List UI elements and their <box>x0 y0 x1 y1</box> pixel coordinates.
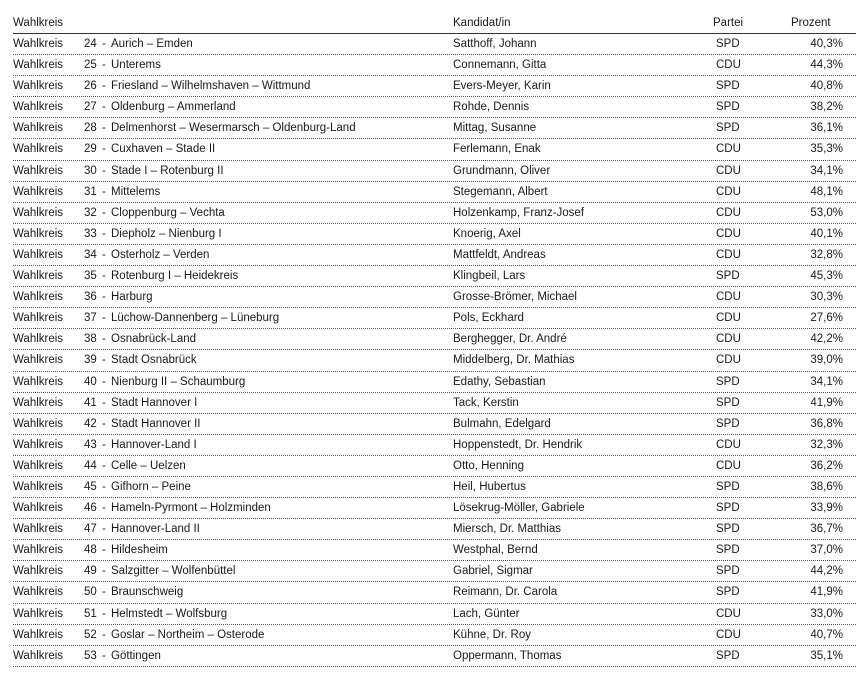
wahlkreis-number: 29 <box>84 143 97 156</box>
wahlkreis-name: Hildesheim <box>111 544 168 557</box>
wahlkreis-number: 43 <box>84 438 97 451</box>
wahlkreis-number: 28 <box>84 122 97 135</box>
table-row <box>13 266 856 287</box>
wahlkreis-name: Rotenburg I – Heidekreis <box>111 270 239 283</box>
percentage: 36,7% <box>810 523 843 536</box>
wahlkreis-name: Friesland – Wilhelmshaven – Wittmund <box>111 80 311 93</box>
percentage: 45,3% <box>810 270 843 283</box>
separator-dash: - <box>102 586 106 599</box>
row-label: Wahlkreis <box>13 122 64 135</box>
header-kandidat: Kandidat/in <box>453 17 511 29</box>
row-label: Wahlkreis <box>13 396 64 409</box>
table-row <box>13 118 856 139</box>
header-partei: Partei <box>713 17 744 29</box>
percentage: 39,0% <box>810 354 843 367</box>
table-row <box>13 97 856 118</box>
wahlkreis-name: Stadt Hannover I <box>111 396 198 409</box>
party: CDU <box>716 354 741 367</box>
row-label: Wahlkreis <box>13 333 64 346</box>
row-label: Wahlkreis <box>13 375 64 388</box>
wahlkreis-number: 39 <box>84 354 97 367</box>
party: CDU <box>716 206 741 219</box>
wahlkreis-number: 36 <box>84 291 97 304</box>
candidate-name: Kühne, Dr. Roy <box>453 628 531 641</box>
percentage: 41,9% <box>810 586 843 599</box>
percentage: 40,7% <box>810 628 843 641</box>
wahlkreis-number: 52 <box>84 628 97 641</box>
percentage: 48,1% <box>810 185 843 198</box>
candidate-name: Holzenkamp, Franz-Josef <box>453 206 585 219</box>
wahlkreis-number: 44 <box>84 459 97 472</box>
table-body <box>13 34 856 667</box>
wahlkreis-name: Goslar – Northeim – Osterode <box>111 628 265 641</box>
candidate-name: Otto, Henning <box>453 459 524 472</box>
party: SPD <box>716 544 740 557</box>
wahlkreis-name: Osterholz – Verden <box>111 248 210 261</box>
party: CDU <box>716 227 741 240</box>
row-label: Wahlkreis <box>13 206 64 219</box>
percentage: 42,2% <box>810 333 843 346</box>
separator-dash: - <box>102 38 106 50</box>
table-row <box>13 393 856 414</box>
party: CDU <box>716 164 741 177</box>
header-prozent: Prozent <box>791 17 831 29</box>
percentage: 53,0% <box>810 206 843 219</box>
row-label: Wahlkreis <box>13 649 64 662</box>
wahlkreis-number: 35 <box>84 270 97 283</box>
percentage: 36,8% <box>810 417 843 430</box>
party: CDU <box>716 312 741 325</box>
wahlkreis-number: 24 <box>84 38 97 50</box>
wahlkreis-name: Nienburg II – Schaumburg <box>111 375 246 388</box>
separator-dash: - <box>102 291 106 304</box>
row-label: Wahlkreis <box>13 480 64 493</box>
separator-dash: - <box>102 122 106 135</box>
candidate-name: Mattfeldt, Andreas <box>453 248 546 261</box>
party: CDU <box>716 248 741 261</box>
candidate-name: Lösekrug-Möller, Gabriele <box>453 502 585 515</box>
party: SPD <box>716 80 740 93</box>
candidate-name: Heil, Hubertus <box>453 480 526 493</box>
row-label: Wahlkreis <box>13 565 64 578</box>
table-row <box>13 350 856 371</box>
wahlkreis-name: Stadt Hannover II <box>111 417 201 430</box>
percentage: 27,6% <box>810 312 843 325</box>
candidate-name: Connemann, Gitta <box>453 59 547 72</box>
table-row <box>13 435 856 456</box>
party: CDU <box>716 607 741 620</box>
separator-dash: - <box>102 354 106 367</box>
row-label: Wahlkreis <box>13 291 64 304</box>
table-row <box>13 308 856 329</box>
table-row <box>13 414 856 435</box>
table-row <box>13 625 856 646</box>
wahlkreis-name: Hannover-Land II <box>111 523 200 536</box>
separator-dash: - <box>102 544 106 557</box>
table-row <box>13 456 856 477</box>
wahlkreis-number: 48 <box>84 544 97 557</box>
row-label: Wahlkreis <box>13 59 64 72</box>
row-label: Wahlkreis <box>13 312 64 325</box>
row-label: Wahlkreis <box>13 607 64 620</box>
percentage: 35,3% <box>810 143 843 156</box>
separator-dash: - <box>102 459 106 472</box>
party: SPD <box>716 523 740 536</box>
wahlkreis-name: Osnabrück-Land <box>111 333 197 346</box>
party: CDU <box>716 59 741 72</box>
percentage: 44,2% <box>810 565 843 578</box>
wahlkreis-number: 51 <box>84 607 97 620</box>
party: CDU <box>716 628 741 641</box>
separator-dash: - <box>102 523 106 536</box>
wahlkreis-name: Delmenhorst – Wesermarsch – Oldenburg-Land <box>111 122 356 135</box>
table-row <box>13 540 856 561</box>
wahlkreis-number: 33 <box>84 227 97 240</box>
percentage: 41,9% <box>810 396 843 409</box>
wahlkreis-name: Braunschweig <box>111 586 184 599</box>
table-row <box>13 76 856 97</box>
row-label: Wahlkreis <box>13 354 64 367</box>
party: CDU <box>716 291 741 304</box>
candidate-name: Bulmahn, Edelgard <box>453 417 551 430</box>
row-label: Wahlkreis <box>13 80 64 93</box>
percentage: 36,2% <box>810 459 843 472</box>
wahlkreis-number: 42 <box>84 417 97 430</box>
row-label: Wahlkreis <box>13 523 64 536</box>
candidate-name: Knoerig, Axel <box>453 227 521 240</box>
row-label: Wahlkreis <box>13 502 64 515</box>
separator-dash: - <box>102 164 106 177</box>
wahlkreis-number: 38 <box>84 333 97 346</box>
table-row <box>13 646 856 667</box>
candidate-name: Middelberg, Dr. Mathias <box>453 354 575 367</box>
candidate-name: Pols, Eckhard <box>453 312 524 325</box>
percentage: 40,8% <box>810 80 843 93</box>
candidate-name: Hoppenstedt, Dr. Hendrik <box>453 438 583 451</box>
wahlkreis-number: 46 <box>84 502 97 515</box>
percentage: 40,3% <box>810 38 843 50</box>
party: SPD <box>716 122 740 135</box>
row-label: Wahlkreis <box>13 227 64 240</box>
percentage: 30,3% <box>810 291 843 304</box>
table-row <box>13 203 856 224</box>
separator-dash: - <box>102 417 106 430</box>
separator-dash: - <box>102 80 106 93</box>
wahlkreis-name: Oldenburg – Ammerland <box>111 101 236 114</box>
separator-dash: - <box>102 248 106 261</box>
wahlkreis-name: Aurich – Emden <box>111 38 193 50</box>
separator-dash: - <box>102 480 106 493</box>
table-row <box>13 561 856 582</box>
row-label: Wahlkreis <box>13 544 64 557</box>
candidate-name: Ferlemann, Enak <box>453 143 541 156</box>
table-row <box>13 372 856 393</box>
separator-dash: - <box>102 438 106 451</box>
wahlkreis-name: Cuxhaven – Stade II <box>111 143 216 156</box>
wahlkreis-number: 27 <box>84 101 97 114</box>
wahlkreis-name: Stade I – Rotenburg II <box>111 164 224 177</box>
separator-dash: - <box>102 227 106 240</box>
separator-dash: - <box>102 312 106 325</box>
candidate-name: Reimann, Dr. Carola <box>453 586 558 599</box>
candidate-name: Grundmann, Oliver <box>453 164 551 177</box>
table-row <box>13 224 856 245</box>
wahlkreis-number: 37 <box>84 312 97 325</box>
table-row <box>13 477 856 498</box>
percentage: 34,1% <box>810 164 843 177</box>
table-row <box>13 139 856 160</box>
row-label: Wahlkreis <box>13 270 64 283</box>
party: SPD <box>716 101 740 114</box>
row-label: Wahlkreis <box>13 164 64 177</box>
percentage: 38,2% <box>810 101 843 114</box>
table-row <box>13 34 856 55</box>
row-label: Wahlkreis <box>13 143 64 156</box>
wahlkreis-name: Göttingen <box>111 649 161 662</box>
table-row <box>13 245 856 266</box>
row-label: Wahlkreis <box>13 185 64 198</box>
party: SPD <box>716 270 740 283</box>
wahlkreis-number: 53 <box>84 649 97 662</box>
percentage: 32,3% <box>810 438 843 451</box>
wahlkreis-number: 31 <box>84 185 97 198</box>
row-label: Wahlkreis <box>13 248 64 261</box>
party: SPD <box>716 375 740 388</box>
separator-dash: - <box>102 628 106 641</box>
row-label: Wahlkreis <box>13 38 64 50</box>
table-row <box>13 519 856 540</box>
candidate-name: Grosse-Brömer, Michael <box>453 291 577 304</box>
party: CDU <box>716 459 741 472</box>
percentage: 33,9% <box>810 502 843 515</box>
candidate-name: Oppermann, Thomas <box>453 649 562 662</box>
percentage: 40,1% <box>810 227 843 240</box>
wahlkreis-name: Cloppenburg – Vechta <box>111 206 225 219</box>
party: SPD <box>716 565 740 578</box>
wahlkreis-name: Stadt Osnabrück <box>111 354 197 367</box>
percentage: 33,0% <box>810 607 843 620</box>
wahlkreis-name: Lüchow-Dannenberg – Lüneburg <box>111 312 280 325</box>
candidate-name: Edathy, Sebastian <box>453 375 546 388</box>
wahlkreis-number: 34 <box>84 248 97 261</box>
wahlkreis-number: 41 <box>84 396 97 409</box>
row-label: Wahlkreis <box>13 101 64 114</box>
wahlkreis-name: Helmstedt – Wolfsburg <box>111 607 228 620</box>
row-label: Wahlkreis <box>13 459 64 472</box>
party: SPD <box>716 502 740 515</box>
separator-dash: - <box>102 333 106 346</box>
row-label: Wahlkreis <box>13 586 64 599</box>
wahlkreis-number: 32 <box>84 206 97 219</box>
separator-dash: - <box>102 59 106 72</box>
separator-dash: - <box>102 565 106 578</box>
wahlkreis-number: 45 <box>84 480 97 493</box>
percentage: 38,6% <box>810 480 843 493</box>
table-row <box>13 604 856 625</box>
table-row <box>13 329 856 350</box>
party: SPD <box>716 586 740 599</box>
candidate-name: Berghegger, Dr. André <box>453 333 567 346</box>
wahlkreis-number: 47 <box>84 523 97 536</box>
candidate-name: Evers-Meyer, Karin <box>453 80 551 93</box>
party: SPD <box>716 38 740 50</box>
candidate-name: Stegemann, Albert <box>453 185 548 198</box>
percentage: 36,1% <box>810 122 843 135</box>
party: SPD <box>716 417 740 430</box>
wahlkreis-name: Diepholz – Nienburg I <box>111 227 222 240</box>
candidate-name: Gabriel, Sigmar <box>453 565 533 578</box>
wahlkreis-name: Unterems <box>111 59 161 72</box>
wahlkreis-number: 25 <box>84 59 97 72</box>
separator-dash: - <box>102 649 106 662</box>
candidate-name: Satthoff, Johann <box>453 38 537 50</box>
party: SPD <box>716 396 740 409</box>
header-wahlkreis: Wahlkreis <box>13 17 64 29</box>
wahlkreis-number: 49 <box>84 565 97 578</box>
wahlkreis-name: Hannover-Land I <box>111 438 197 451</box>
party: CDU <box>716 333 741 346</box>
candidate-name: Rohde, Dennis <box>453 101 530 114</box>
wahlkreis-name: Harburg <box>111 291 153 304</box>
party: SPD <box>716 649 740 662</box>
separator-dash: - <box>102 607 106 620</box>
separator-dash: - <box>102 270 106 283</box>
percentage: 32,8% <box>810 248 843 261</box>
table-row <box>13 582 856 603</box>
wahlkreis-name: Hameln-Pyrmont – Holzminden <box>111 502 271 515</box>
row-label: Wahlkreis <box>13 438 64 451</box>
wahlkreis-name: Mittelems <box>111 185 161 198</box>
candidate-name: Klingbeil, Lars <box>453 270 526 283</box>
candidate-name: Mittag, Susanne <box>453 122 537 135</box>
row-label: Wahlkreis <box>13 417 64 430</box>
party: SPD <box>716 480 740 493</box>
candidate-name: Lach, Günter <box>453 607 520 620</box>
separator-dash: - <box>102 101 106 114</box>
separator-dash: - <box>102 185 106 198</box>
percentage: 37,0% <box>810 544 843 557</box>
wahlkreis-number: 30 <box>84 164 97 177</box>
party: CDU <box>716 143 741 156</box>
table-row <box>13 498 856 519</box>
wahlkreis-number: 50 <box>84 586 97 599</box>
table-row <box>13 287 856 308</box>
separator-dash: - <box>102 206 106 219</box>
row-label: Wahlkreis <box>13 628 64 641</box>
table-header <box>13 14 856 34</box>
candidate-name: Tack, Kerstin <box>453 396 519 409</box>
wahlkreis-number: 40 <box>84 375 97 388</box>
separator-dash: - <box>102 143 106 156</box>
separator-dash: - <box>102 502 106 515</box>
wahlkreis-name: Salzgitter – Wolfenbüttel <box>111 565 236 578</box>
percentage: 44,3% <box>810 59 843 72</box>
table-row <box>13 182 856 203</box>
candidate-name: Westphal, Bernd <box>453 544 538 557</box>
wahlkreis-number: 26 <box>84 80 97 93</box>
table-row <box>13 55 856 76</box>
separator-dash: - <box>102 375 106 388</box>
candidate-name: Miersch, Dr. Matthias <box>453 523 561 536</box>
results-table <box>13 0 856 667</box>
percentage: 35,1% <box>810 649 843 662</box>
separator-dash: - <box>102 396 106 409</box>
wahlkreis-name: Gifhorn – Peine <box>111 480 191 493</box>
party: CDU <box>716 438 741 451</box>
table-row <box>13 161 856 182</box>
party: CDU <box>716 185 741 198</box>
percentage: 34,1% <box>810 375 843 388</box>
wahlkreis-name: Celle – Uelzen <box>111 459 186 472</box>
